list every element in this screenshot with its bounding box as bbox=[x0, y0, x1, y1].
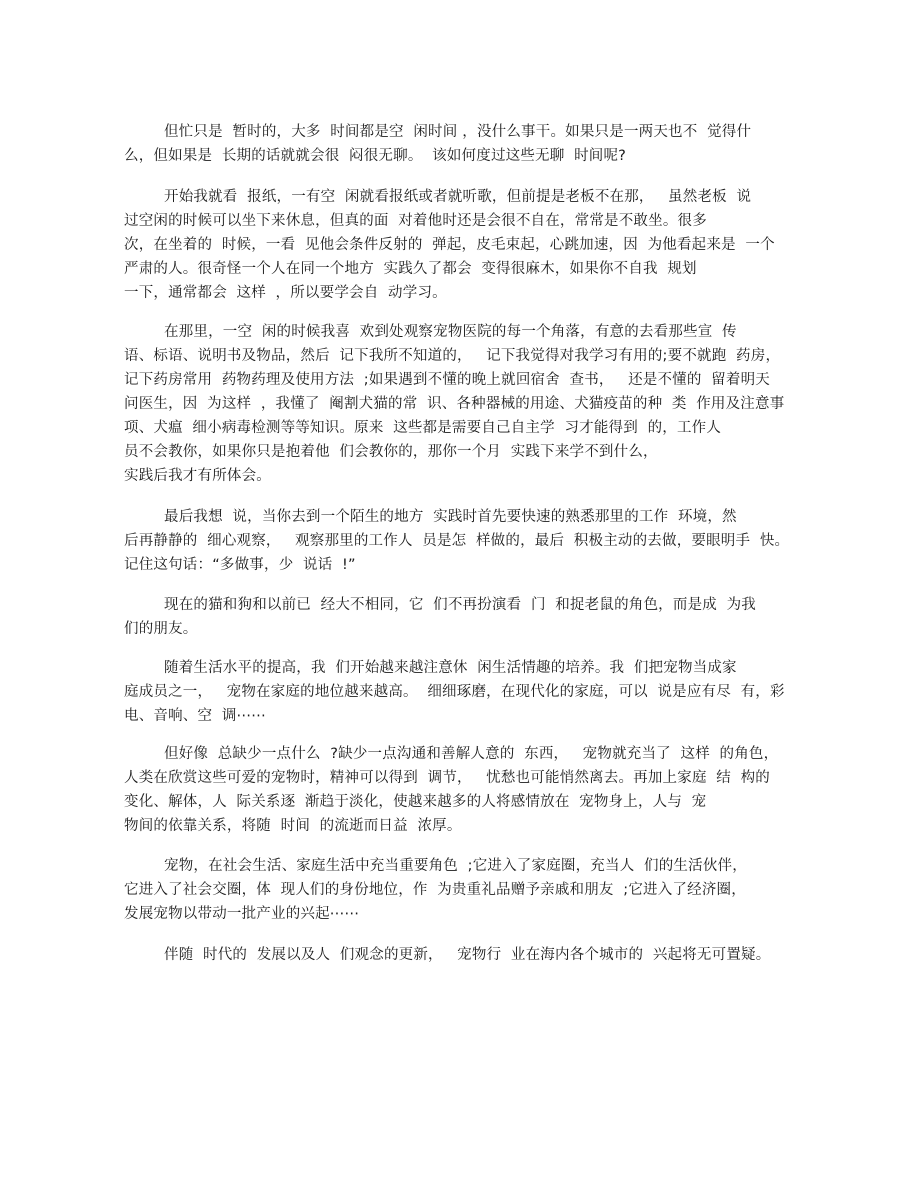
text-line: 在那里，一空 闲的时候我喜 欢到处观察宠物医院的每一个角落，有意的去看那些宣 传 bbox=[164, 324, 737, 340]
text-line: 记住这句话：“多做事，少 说话 !” bbox=[124, 557, 356, 573]
paragraph-self-learning bbox=[124, 320, 804, 488]
text-line: 开始我就看 报纸，一有空 闲就看报纸或者就听歌，但前提是老板不在那， 虽然老板 说 bbox=[164, 189, 752, 205]
paragraph-reading-newspaper bbox=[124, 185, 804, 305]
text-line: 人类在欣赏这些可爱的宠物时，精神可以得到 调节， 忧愁也可能悄然离去。再加上家庭 结 构的 bbox=[124, 770, 770, 786]
text-line: 实践后我才有所体会。 bbox=[124, 468, 271, 484]
text-line: 物间的依靠关系，将随 时间 的流逝而日益 浓厚。 bbox=[124, 818, 462, 834]
text-line: 但忙只是 暂时的，大多 时间都是空 闲时间 ，没什么事干。如果只是一两天也不 觉得什 bbox=[164, 124, 752, 140]
paragraph-social-role bbox=[124, 854, 804, 926]
text-line: 伴随 时代的 发展以及人 们观念的更新， 宠物行 业在海内各个城市的 兴起将无可置疑。 bbox=[164, 947, 771, 963]
text-line: 发展宠物以带动一批产业的兴起⋯⋯ bbox=[124, 906, 360, 922]
text-line: 但好像 总缺少一点什么 ?缺少一点沟通和善解人意的 东西， 宠物就充当了 这样 的角色， bbox=[164, 746, 779, 762]
text-line: 一下，通常都会 这样 ，所以要学会自 动学习。 bbox=[124, 285, 447, 301]
paragraph-living-standards bbox=[124, 656, 804, 728]
paragraph-emotional-role bbox=[124, 742, 804, 838]
text-line: 宠物，在社会生活、家庭生活中充当重要角色 ;它进入了家庭圈，充当人 们的生活伙伴， bbox=[164, 858, 747, 874]
text-line: 么，但如果是 长期的话就就会很 闷很无聊。 该如何度过这些无聊 时间呢? bbox=[124, 148, 627, 164]
text-line: 们的朋友。 bbox=[124, 621, 198, 637]
text-line: 问医生，因 为这样 ，我懂了 阉割犬猫的常 识、各种器械的用途、犬猫疫苗的种 类 作用及注意事 bbox=[124, 396, 785, 412]
text-line: 庭成员之一， 宠物在家庭的地位越来越高。 细细琢磨，在现代化的家庭，可以 说是应有尽 有，彩 bbox=[124, 684, 785, 700]
text-line: 次，在坐着的 时候，一看 见他会条件反射的 弹起，皮毛束起，心跳加速，因 为他看起来是 一个 bbox=[124, 237, 775, 253]
text-line: 过空闲的时候可以坐下来休息，但真的面 对着他时还是会很不自在，常常是不敢坐。很多 bbox=[124, 213, 707, 229]
text-line: 电、音响、空 调⋯⋯ bbox=[124, 708, 266, 724]
text-line: 变化、解体，人 际关系逐 渐趋于淡化，使越来越多的人将感情放在 宠物身上，人与 宠 bbox=[124, 794, 707, 810]
text-line: 它进入了社会交圈，体 现人们的身份地位，作 为贵重礼品赠予亲戚和朋友 ;它进入了经济圈， bbox=[124, 882, 746, 898]
paragraph-busy-time bbox=[124, 120, 804, 168]
text-line: 随着生活水平的提高，我 们开始越来越注意休 闲生活情趣的培养。我 们把宠物当成家 bbox=[164, 660, 737, 676]
text-line: 现在的猫和狗和以前已 经大不相同，它 们不再扮演看 门 和捉老鼠的角色，而是成 为我 bbox=[164, 597, 756, 613]
paragraph-pets-as-friends bbox=[124, 593, 804, 641]
text-line: 语、标语、说明书及物品，然后 记下我所不知道的， 记下我觉得对我学习有用的;要不就跑 药房， bbox=[124, 348, 781, 364]
text-line: 最后我想 说，当你去到一个陌生的地方 实践时首先要快速的熟悉那里的工作 环境，然 bbox=[164, 509, 737, 525]
text-line: 严肃的人。很奇怪一个人在同一个地方 实践久了都会 变得很麻木，如果你不自我 规划 bbox=[124, 261, 697, 277]
paragraph-conclusion bbox=[124, 943, 804, 967]
text-line: 记下药房常用 药物药理及使用方法 ;如果遇到不懂的晚上就回宿舍 查书， 还是不懂的 留着明天 bbox=[124, 372, 770, 388]
text-line: 员不会教你，如果你只是抱着他 们会教你的，那你一个月 实践下来学不到什么， bbox=[124, 444, 658, 460]
text-line: 后再静静的 细心观察， 观察那里的工作人 员是怎 样做的，最后 积极主动的去做，要眼明手 快。 bbox=[124, 533, 790, 549]
paragraph-advice bbox=[124, 505, 804, 577]
text-line: 项、犬瘟 细小病毒检测等等知识。原来 这些都是需要自己自主学 习才能得到 的，工作人 bbox=[124, 420, 722, 436]
